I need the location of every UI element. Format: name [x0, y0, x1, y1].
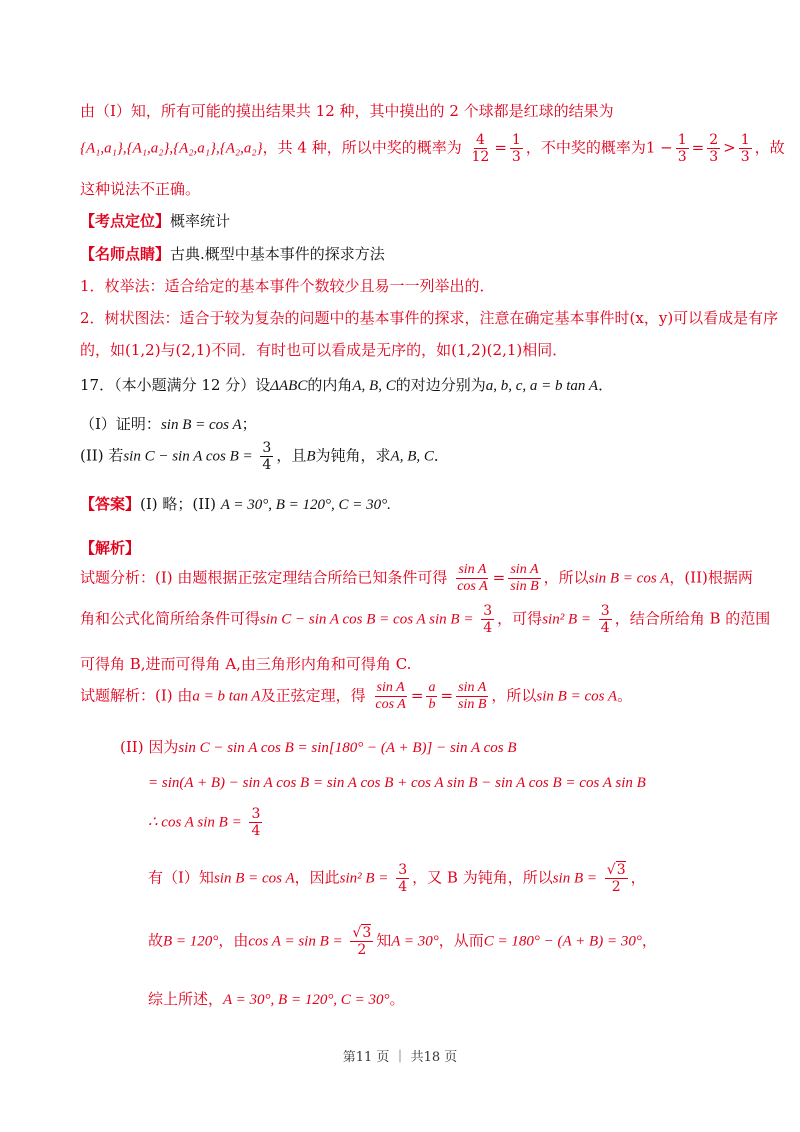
analysis-line-2: 角和公式化简所给条件可得sin C − sin A cos B = cos A sin B = $\frac{3}{4}$ ，可得sin² B = $\frac{3}{4}$ ，结合所给角 B 的范围 — [80, 603, 771, 637]
fraction-sqrt3-2: $\frac{√3}{2}$ — [606, 862, 626, 896]
solution-detail-3: = sin(A + B) − sin A cos B = sin A cos B + cos A sin B − sin A cos B = cos A sin B — [148, 775, 646, 791]
solution-line-3: 这种说法不正确。 — [80, 180, 201, 198]
fraction-3-4: $\frac{3}{4}$ — [262, 440, 272, 474]
fraction-2-3: $\frac{2}{3}$ — [709, 132, 719, 166]
method-2-cont: 的，如(1,2)与(2,1)不同．有时也可以看成是无序的，如(1,2)(2,1)相同． — [80, 341, 568, 359]
fraction-4-12: $\frac{4}{12}$ — [471, 132, 490, 166]
fraction-3-4c: $\frac{3}{4}$ — [600, 603, 610, 637]
fraction-sinA-sinB-b: $\frac{\text{sin A}}{\text{sin B}}$ — [458, 680, 487, 713]
solution-detail-5: 有（I）知sin B = cos A，因此sin² B = $\frac{3}{4}$ ，又 B 为钝角，所以sin B = $\frac{√3}{2}$ ， — [148, 862, 646, 896]
fraction-a-b: $\frac{a}{b}$ — [428, 680, 436, 713]
question-17-part-1: （I）证明：sin B = cos A； — [80, 415, 257, 433]
fraction-3-4d: $\frac{3}{4}$ — [251, 806, 261, 840]
solution-detail-4: ∴ cos A sin B = $\frac{3}{4}$ — [148, 806, 261, 840]
solution-detail-2: (II) 因为sin C − sin A cos B = sin[180° − (A + B)] − sin A cos B — [120, 738, 517, 756]
teacher-tip-line: 【名师点睛】古典.概型中基本事件的探求方法 — [80, 245, 385, 263]
key-point-line: 【考点定位】概率统计 — [80, 212, 231, 230]
fraction-1-3b: $\frac{1}{3}$ — [677, 132, 687, 166]
analysis-line-3: 可得角 B,进而可得角 A,由三角形内角和可得角 C. — [80, 655, 412, 673]
question-17-part-2: (II) 若sin C − sin A cos B = $\frac{3}{4}$ ，且B为钝角，求A, B, C． — [80, 440, 449, 474]
solution-line-1: 由（I）知，所有可能的摸出结果共 12 种，其中摸出的 2 个球都是红球的结果为 — [80, 102, 614, 120]
fraction-sqrt3-2b: $\frac{√3}{2}$ — [352, 925, 372, 959]
analysis-tag: 【解析】 — [80, 539, 141, 557]
page-footer: 第11 页 ｜ 共18 页 — [342, 1050, 458, 1065]
fraction-sinA-cosA-b: $\frac{\text{sin A}}{\text{cos A}}$ — [375, 680, 406, 713]
fraction-sinA-sinB: $\frac{\text{sin A}}{\text{sin B}}$ — [510, 562, 539, 595]
question-17: 17．（本小题满分 12 分）设ΔABC的内角A, B, C的对边分别为a, b, c, a = b tan A． — [80, 376, 614, 394]
fraction-3-4b: $\frac{3}{4}$ — [483, 603, 493, 637]
solution-detail-7: 综上所述，A = 30°, B = 120°, C = 30°。 — [148, 990, 405, 1008]
analysis-line-1: 试题分析：(I) 由题根据正弦定理结合所给已知条件可得 $\frac{\text{sin A}}{\text{cos A}}$ = $\frac{\text{sin A}}{\text{sin B}}$ ，所以sin B = cos A，(II)根据两 — [80, 562, 753, 595]
fraction-1-3c: $\frac{1}{3}$ — [740, 132, 750, 166]
fraction-sinA-cosA: $\frac{\text{sin A}}{\text{cos A}}$ — [457, 562, 488, 595]
solution-line-2: {A₁,a₁},{A₁,a₂},{A₂,a₁},{A₂,a₂}，共 4 种，所以中奖的概率为 $\frac{4}{12}$ = $\frac{1}{3}$ ，不中奖的概率为1 − $\frac{1}{3}$ = $\frac{2}{3}$ > $\frac{1}{3}$ ，故 — [80, 132, 785, 166]
fraction-1-3: $\frac{1}{3}$ — [511, 132, 521, 166]
solution-detail-6: 故B = 120°，由cos A = sin B = $\frac{√3}{2}$ 知A = 30°，从而C = 180° − (A + B) = 30°， — [148, 925, 657, 959]
solution-detail-1: 试题解析：(I) 由a = b tan A及正弦定理，得 $\frac{\text{sin A}}{\text{cos A}}$ = $\frac{a}{b}$ = $\frac{\text{sin A}}{\text{sin B}}$ ，所以sin B = cos A。 — [80, 680, 633, 713]
answer-line: 【答案】(I) 略；(II) A = 30°, B = 120°, C = 30°. — [80, 495, 391, 513]
method-2: 2．树状图法：适合于较为复杂的问题中的基本事件的探求，注意在确定基本事件时(x，y)可以看成是有序 — [80, 309, 779, 327]
fraction-3-4e: $\frac{3}{4}$ — [398, 862, 408, 896]
method-1: 1．枚举法：适合给定的基本事件个数较少且易一一列举出的． — [80, 277, 495, 295]
